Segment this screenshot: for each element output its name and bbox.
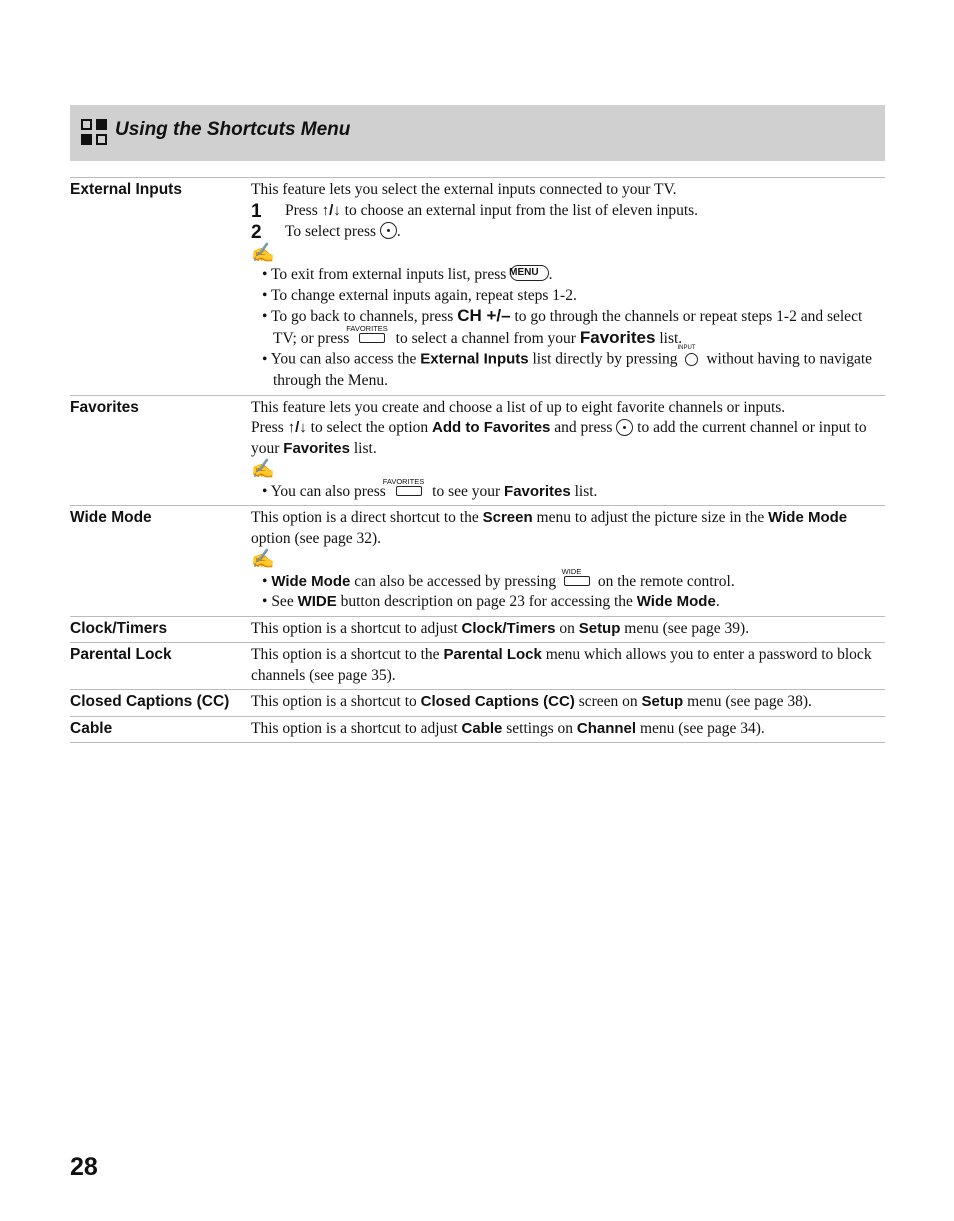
desc-parental-lock: This option is a shortcut to the Parental Lock menu which allows you to enter a password to block channels (see page 35). bbox=[251, 643, 885, 690]
up-down-arrows-icon: ↑/↓ bbox=[321, 201, 341, 219]
term-clock-timers: Clock/Timers bbox=[70, 616, 251, 643]
table-row bbox=[70, 395, 885, 506]
table-row bbox=[70, 506, 885, 617]
list-item: • Wide Mode can also be accessed by pressing WIDE on the remote control. bbox=[251, 572, 885, 593]
shortcuts-table bbox=[70, 177, 885, 743]
list-item: • You can also access the External Inputs list directly by pressing INPUT without having to navigate through the Menu. bbox=[251, 349, 885, 392]
term-cable: Cable bbox=[70, 716, 251, 743]
favorites-button-icon: FAVORITES bbox=[394, 477, 425, 496]
desc-clock-timers: This option is a shortcut to adjust Clock/Timers on Setup menu (see page 39). bbox=[251, 616, 885, 643]
note-pencil-icon: ✍ bbox=[251, 459, 275, 480]
table-row bbox=[70, 690, 885, 717]
term-wide-mode: Wide Mode bbox=[70, 506, 251, 617]
note-pencil-icon: ✍ bbox=[251, 549, 275, 570]
list-item: • See WIDE button description on page 23 for accessing the Wide Mode. bbox=[251, 592, 885, 613]
select-button-icon bbox=[380, 222, 397, 239]
input-button-icon: INPUT bbox=[685, 344, 698, 366]
term-parental-lock: Parental Lock bbox=[70, 643, 251, 690]
list-item: • To exit from external inputs list, press MENU . bbox=[251, 265, 885, 286]
list-item: • You can also press FAVORITES to see your Favorites list. bbox=[251, 482, 885, 503]
section-title: Using the Shortcuts Menu bbox=[115, 119, 351, 140]
section-header bbox=[70, 105, 885, 161]
term-external-inputs: External Inputs bbox=[70, 178, 251, 396]
desc-closed-captions: This option is a shortcut to Closed Captions (CC) screen on Setup menu (see page 38). bbox=[251, 690, 885, 717]
table-row bbox=[70, 716, 885, 743]
page-number: 28 bbox=[70, 1153, 98, 1181]
step-1: 1 Press ↑/↓ to choose an external input from the list of eleven inputs. bbox=[251, 200, 699, 222]
term-closed-captions: Closed Captions (CC) bbox=[70, 690, 251, 717]
desc-favorites: This feature lets you create and choose a list of up to eight favorite channels or inputs. Press ↑/↓ to select the option Add to Favorites and press to add the current channel or input to your Favorites list. ✍ • You can also press FAVORITES to see your Favorites list. bbox=[251, 395, 885, 506]
list-item: • To go back to channels, press CH +/– to go through the channels or repeat steps 1-2 and select TV; or press FAVORITES to select a channel from your Favorites list. bbox=[251, 306, 885, 349]
list-item: • To change external inputs again, repeat steps 1-2. bbox=[251, 286, 885, 307]
up-down-arrows-icon: ↑/↓ bbox=[287, 419, 307, 436]
favorites-button-icon: FAVORITES bbox=[357, 324, 388, 343]
table-row bbox=[70, 178, 885, 396]
term-favorites: Favorites bbox=[70, 395, 251, 506]
paragraph: This feature lets you select the external inputs connected to your TV. bbox=[251, 181, 677, 198]
shortcuts-grid-icon bbox=[81, 119, 109, 147]
table-row bbox=[70, 643, 885, 690]
menu-button-icon: MENU bbox=[510, 265, 548, 281]
wide-button-icon: WIDE bbox=[564, 567, 590, 586]
desc-cable: This option is a shortcut to adjust Cable settings on Channel menu (see page 34). bbox=[251, 716, 885, 743]
note-pencil-icon: ✍ bbox=[251, 242, 275, 264]
desc-wide-mode: This option is a direct shortcut to the Screen menu to adjust the picture size in the Wide Mode option (see page 32). ✍ • Wide Mode can also be accessed by pressing WIDE on the remote control. • See WIDE button description on page 23 for accessing the Wide Mode. bbox=[251, 506, 885, 617]
step-2: 2 To select press . bbox=[251, 221, 401, 243]
select-button-icon bbox=[616, 419, 633, 436]
table-row bbox=[70, 616, 885, 643]
desc-external-inputs bbox=[251, 178, 885, 396]
